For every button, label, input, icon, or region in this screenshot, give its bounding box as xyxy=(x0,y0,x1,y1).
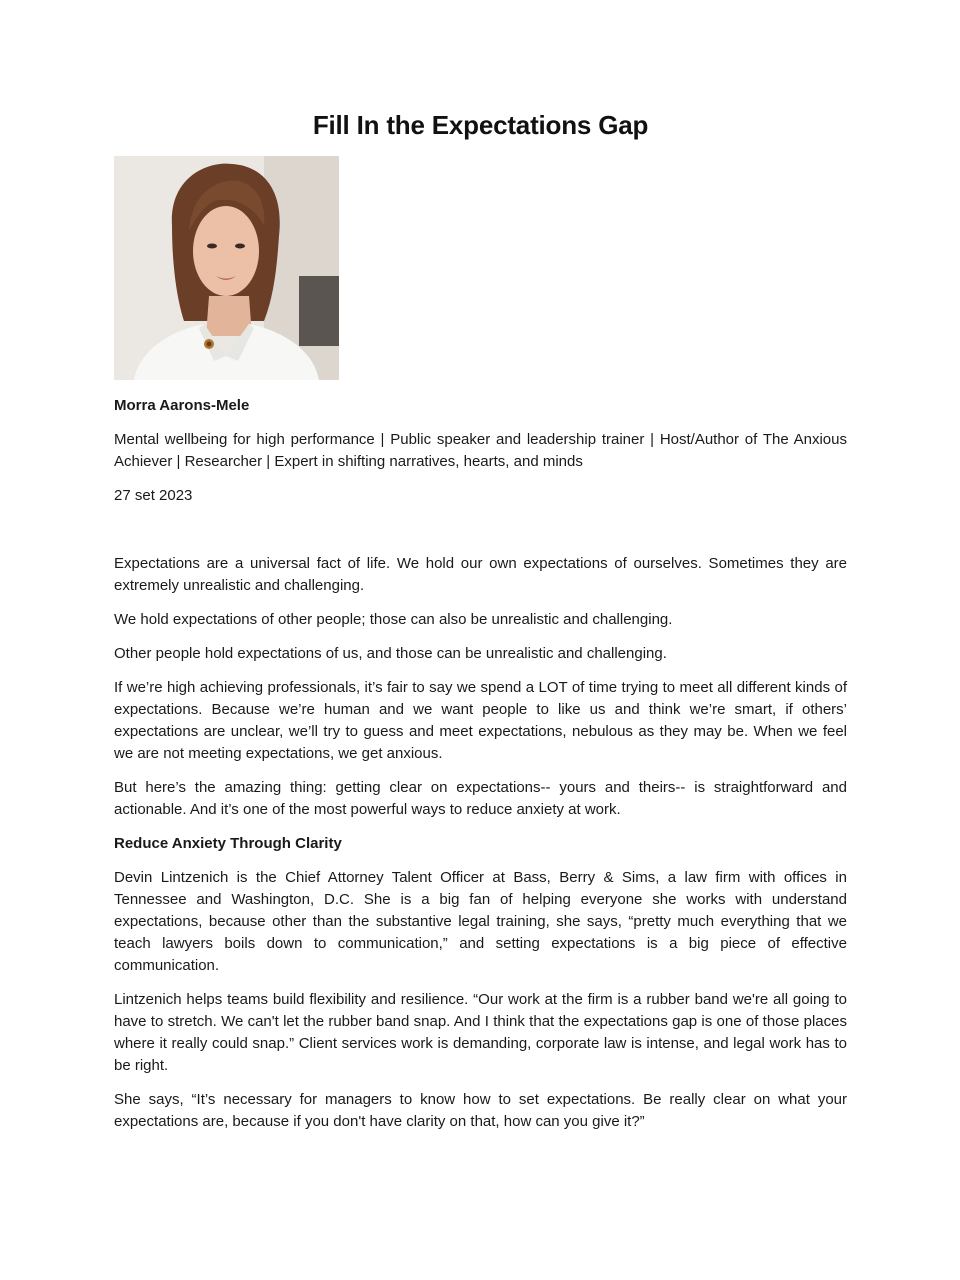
paragraph: Devin Lintzenich is the Chief Attorney Talent Officer at Bass, Berry & Sims, a law firm with offices in Tennessee and Washington, D.C. She is a big fan of helping everyone she works with understand expectations, because other than the substantive legal training, she says, “pretty much everything that we teach lawyers boils down to communication,” and setting expectations is a big piece of effective communication. xyxy=(114,869,847,974)
paragraph: But here’s the amazing thing: getting clear on expectations-- yours and theirs-- is straightforward and actionable. And it’s one of the most powerful ways to reduce anxiety at work. xyxy=(114,779,847,818)
paragraph: If we’re high achieving professionals, it’s fair to say we spend a LOT of time trying to meet all different kinds of expectations. Because we’re human and we want people to like us and think we’re smart, if others’ expectations are unclear, we’ll try to guess and meet expectations, nebulous as they may be. When we feel we are not meeting expectations, we get anxious. xyxy=(114,679,847,762)
paragraph: Expectations are a universal fact of life. We hold our own expectations of ourselves. Sometimes they are extremely unrealistic and challenging. xyxy=(114,555,847,594)
paragraph: We hold expectations of other people; those can also be unrealistic and challenging. xyxy=(114,611,673,628)
publish-date: 27 set 2023 xyxy=(114,487,193,504)
author-headline: Mental wellbeing for high performance | Public speaker and leadership trainer | Host/Author of The Anxious Achiever | Researcher | Expert in shifting narratives, hearts, and minds xyxy=(114,431,847,470)
paragraph: Lintzenich helps teams build flexibility and resilience. “Our work at the firm is a rubber band we're all going to have to stretch. We can't let the rubber band snap. And I think that the expectations gap is one of those places where it really could snap.” Client services work is demanding, corporate law is intense, and legal work has to be right. xyxy=(114,991,847,1074)
article-body xyxy=(114,553,847,1145)
author-photo xyxy=(114,156,339,380)
author-meta xyxy=(114,395,847,507)
paragraph: She says, “It’s necessary for managers to know how to set expectations. Be really clear on what your expectations are, because if you don't have clarity on that, how can you give it?” xyxy=(114,1091,847,1130)
paragraph: Other people hold expectations of us, and those can be unrealistic and challenging. xyxy=(114,645,667,662)
article-title: Fill In the Expectations Gap xyxy=(312,110,649,140)
author-name: Morra Aarons-Mele xyxy=(114,397,250,414)
section-heading: Reduce Anxiety Through Clarity xyxy=(114,835,342,852)
